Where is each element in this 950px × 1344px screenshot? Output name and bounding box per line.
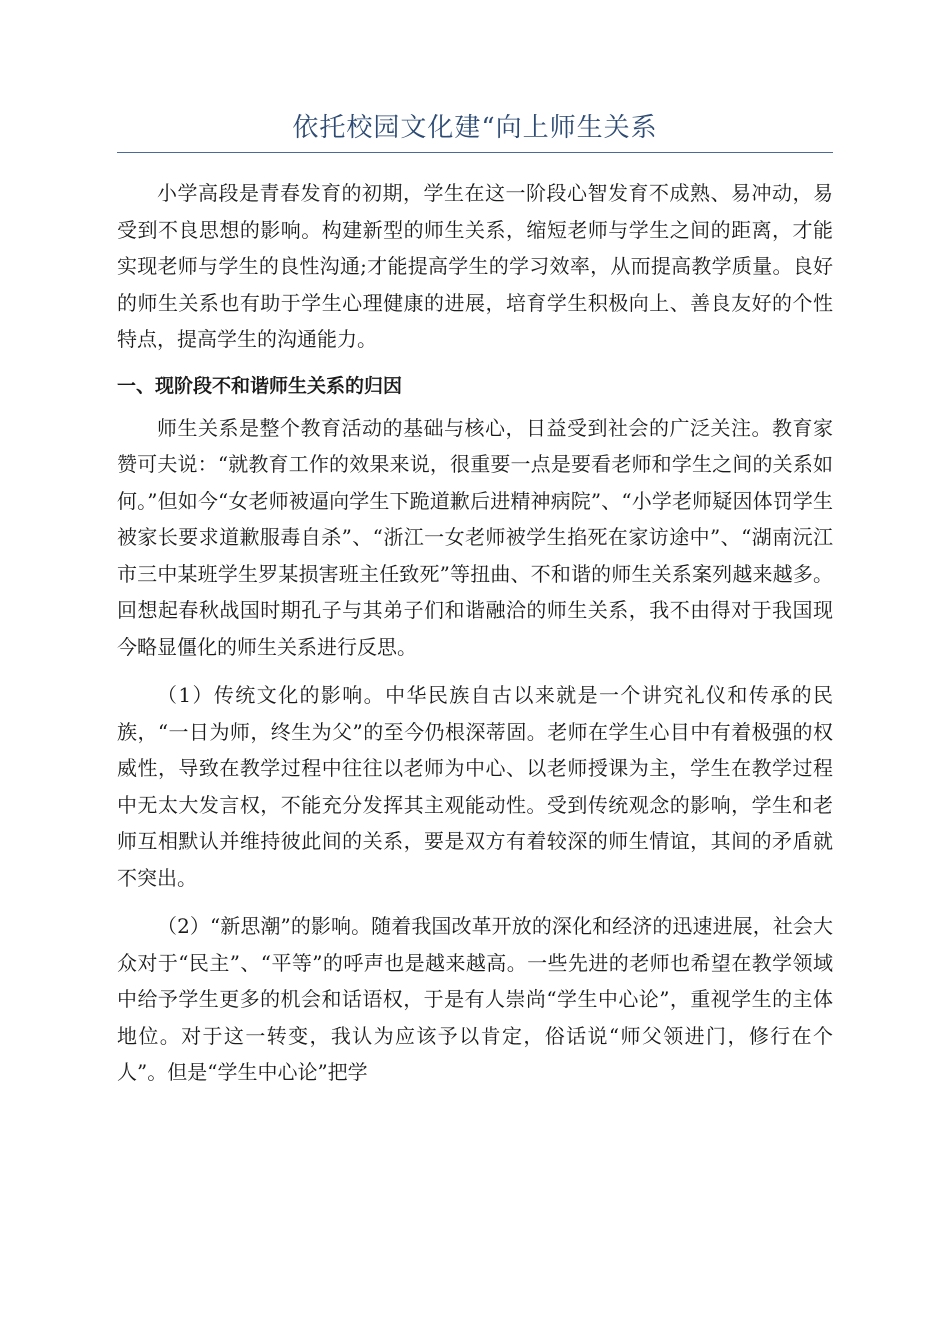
title-underline <box>117 152 833 153</box>
document-page <box>117 108 833 1091</box>
body-paragraph-2: （1）传统文化的影响。中华民族自古以来就是一个讲究礼仪和传承的民族，“一日为师，终生为父”的至今仍根深蒂固。老师在学生心目中有着极强的权威性，导致在教学过程中往往以老师为中心、以老师授课为主，学生在教学过程中无太大发言权，不能充分发挥其主观能动性。受到传统观念的影响，学生和老师互相默认并维持彼此间的关系，要是双方有着较深的师生情谊，其间的矛盾就不突出。 <box>117 683 833 890</box>
body-paragraph-3: （2）“新思潮”的影响。随着我国改革开放的深化和经济的迅速进展，社会大众对于“民主”、“平等”的呼声也是越来越高。一些先进的老师也希望在教学领域中给予学生更多的机会和话语权，于是有人崇尚“学生中心论”，重视学生的主体地位。对于这一转变，我认为应该予以肯定，俗话说“师父领进门，修行在个人”。但是“学生中心论”把学 <box>117 914 833 1084</box>
document-title: 依托校园文化建“向上师生关系 <box>292 113 658 143</box>
section-heading: 一、现阶段不和谐师生关系的归因 <box>117 374 403 397</box>
body-paragraph-1: 师生关系是整个教育活动的基础与核心，日益受到社会的广泛关注。教育家赞可夫说：“就教育工作的效果来说，很重要一点是要看老师和学生之间的关系如何。”但如今“女老师被逼向学生下跪道歉后进精神病院”、“小学老师疑因体罚学生被家长要求道歉服毒自杀”、“浙江一女老师被学生掐死在家访途中”、“湖南沅江市三中某班学生罗某损害班主任致死”等扭曲、不和谐的师生关系案列越来越多。回想起春秋战国时期孔子与其弟子们和谐融洽的师生关系，我不由得对于我国现今略显僵化的师生关系进行反思。 <box>117 415 833 659</box>
intro-paragraph: 小学高段是青春发育的初期，学生在这一阶段心智发育不成熟、易冲动，易受到不良思想的影响。构建新型的师生关系，缩短老师与学生之间的距离，才能实现老师与学生的良性沟通;才能提高学生的学习效率，从而提高教学质量。良好的师生关系也有助于学生心理健康的进展，培育学生积极向上、善良友好的个性特点，提高学生的沟通能力。 <box>117 181 833 351</box>
